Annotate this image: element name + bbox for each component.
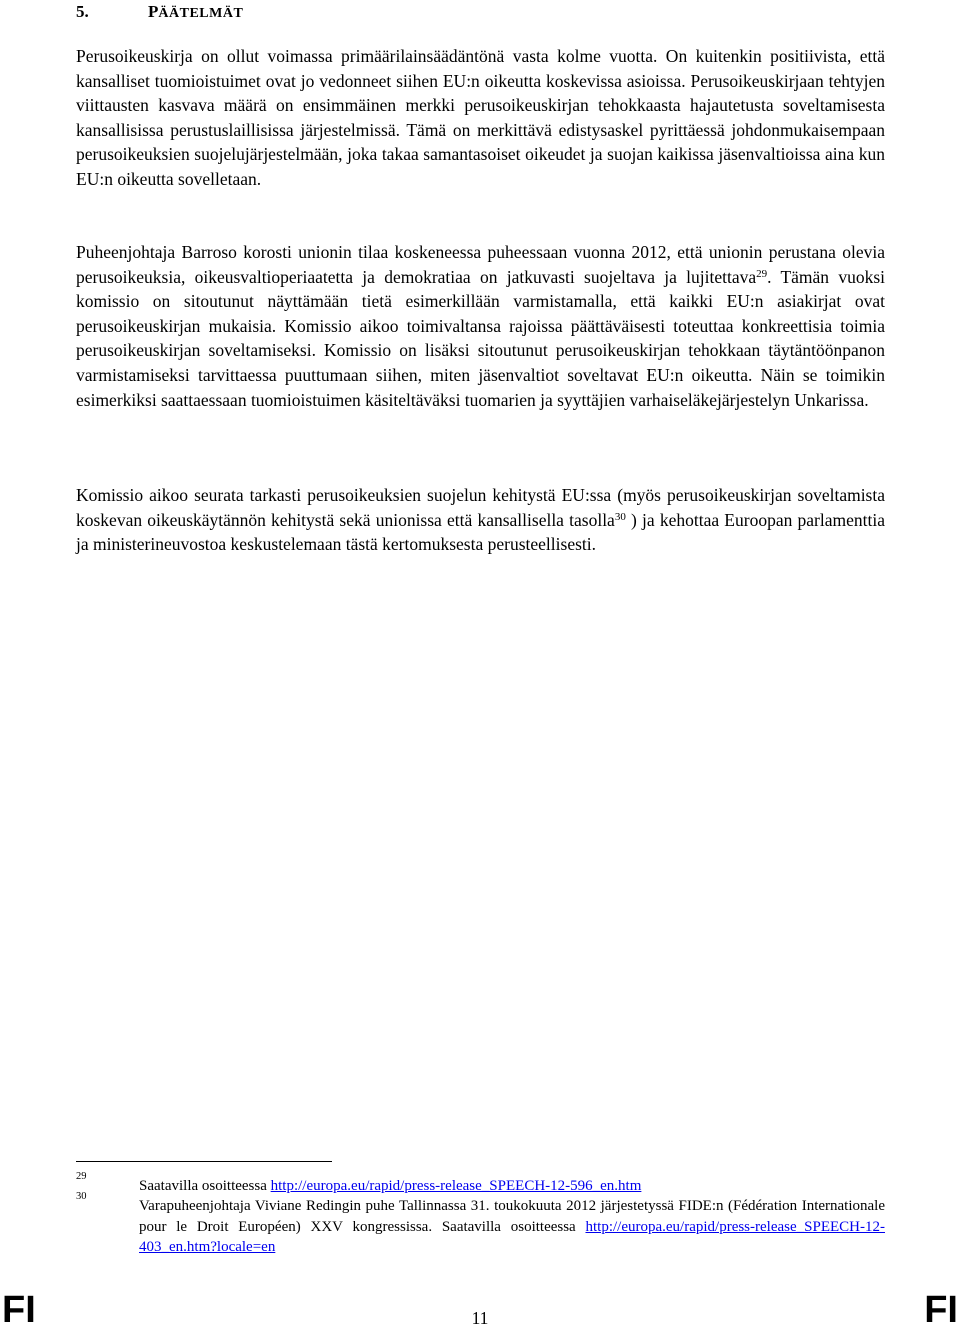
footnote-30-number: 30 (76, 1191, 87, 1202)
footnote-29-link[interactable]: http://europa.eu/rapid/press-release_SPEECH-12-596_en.htm (270, 1178, 642, 1194)
language-code-left: FI (2, 1289, 36, 1331)
paragraph-3-text-after: ) ja kehottaa Euroopan parlamenttia ja ministerineuvostoa keskustelemaan tästä kertomuksesta perusteellisesti. (76, 509, 885, 555)
paragraph-3 (76, 483, 885, 557)
footnote-separator (76, 1161, 332, 1162)
footnote-30 (76, 1191, 885, 1258)
section-number: 5. (76, 2, 89, 21)
section-heading (76, 2, 243, 22)
section-title-rest: ÄÄTELMÄT (158, 6, 244, 21)
footnote-29-number: 29 (76, 1171, 87, 1182)
footnote-ref-30[interactable]: 30 (614, 510, 626, 523)
footnote-ref-29[interactable]: 29 (756, 267, 768, 280)
language-code-right: FI (924, 1289, 958, 1331)
page-number: 11 (471, 1308, 489, 1328)
paragraph-1: Perusoikeuskirja on ollut voimassa primäärilainsäädäntönä vasta kolme vuotta. On kuitenkin positiivista, että kansalliset tuomioistuimet ovat jo vedonneet siihen EU:n oikeutta koskevissa asioissa. Perusoikeuskirjaan tehtyjen viittausten kasvava määrä on ensimmäinen merkki perusoikeuskirjan tehokkaasta hajautetusta soveltamisesta kansallisissa perustuslaillisissa järjestelmissä. Tämä on merkittävä edistysaskel pyrittäessä johdonmukaisempaan perusoikeuksien suojelujärjestelmään, joka takaa samantasoiset oikeudet ja suojan kaikissa jäsenvaltioissa aina kun EU:n oikeutta sovelletaan. (76, 46, 885, 189)
footnote-30-text: Varapuheenjohtaja Viviane Redingin puhe Tallinnassa 31. toukokuuta 2012 järjestetyssä FIDE:n (Fédération Internationale pour le Droit Européen) XXV kongressissa. Saatavilla osoitteessa (139, 1198, 885, 1235)
section-title-initial: P (148, 2, 159, 21)
footnote-30-link[interactable]: http://europa.eu/rapid/press-release_SPEECH-12-403_en.htm?locale=en (139, 1218, 885, 1255)
footnote-29 (76, 1171, 885, 1197)
paragraph-2-text-before: Puheenjohtaja Barroso korosti unionin tilaa koskeneessa puheessaan vuonna 2012, että unionin perustana olevia perusoikeuksia, oikeusvaltioperiaatetta ja demokratiaa on jatkuvasti suojeltava ja lujitettava (76, 242, 885, 287)
paragraph-2 (76, 240, 885, 412)
paragraph-2-text-after: . Tämän vuoksi komissio on sitoutunut näyttämään tietä esimerkillään varmistamalla, että kaikki EU:n asiakirjat ovat perusoikeuskirjan mukaisia. Komissio aikoo toimivaltansa rajoissa päättäväisesti toteuttaa konkreettisia toimia perusoikeuskirjan soveltamiseksi. Komissio on lisäksi sitoutunut perusoikeuskirjan tehokkaan täytäntöönpanon varmistamiseksi tarvittaessa puuttumaan siihen, miten jäsenvaltiot soveltavat EU:n oikeutta. Näin se toimikin esimerkiksi saattaessaan tuomioistuimen käsiteltäväksi tuomarien ja syyttäjien varhaiseläkejärjestelyn Unkarissa. (76, 266, 885, 410)
footnote-29-text: Saatavilla osoitteessa (139, 1178, 271, 1194)
paragraph-3-text-before: Komissio aikoo seurata tarkasti perusoikeuksien suojelun kehitystä EU:ssa (myös perusoikeuskirjan soveltamista koskevan oikeuskäytännön kehitystä sekä unionissa että kansallisella tasolla (76, 485, 885, 530)
